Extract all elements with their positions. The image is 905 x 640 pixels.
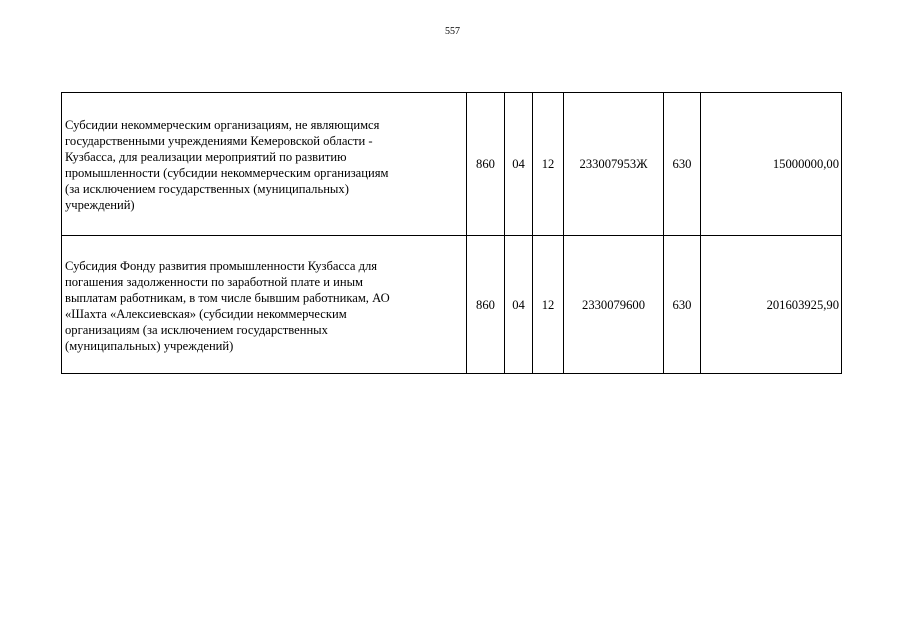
section-code-cell: 04	[505, 93, 533, 236]
expense-name-cell: Субсидия Фонду развития промышленности Кузбасса для погашения задолженности по заработной плате и иным выплатам работникам, в том числе бывшим работникам, АО «Шахта «Алексиевская» (субсидии некоммерческим организациям (за исключением государственных (муниципальных) учреждений)	[62, 236, 467, 374]
budget-table	[61, 92, 842, 374]
expense-type-cell: 630	[664, 236, 701, 374]
ministry-code-cell: 860	[467, 236, 505, 374]
table-row	[62, 236, 842, 374]
expense-type-cell: 630	[664, 93, 701, 236]
subsection-code-cell: 12	[533, 236, 564, 374]
target-article-cell: 233007953Ж	[564, 93, 664, 236]
page-number: 557	[445, 26, 460, 37]
subsection-code-cell: 12	[533, 93, 564, 236]
ministry-code-cell: 860	[467, 93, 505, 236]
expense-name-cell: Субсидии некоммерческим организациям, не являющимся государственными учреждениями Кемеровской области - Кузбасса, для реализации мероприятий по развитию промышленности (субсидии некоммерческим организациям (за исключением государственных (муниципальных) учреждений)	[62, 93, 467, 236]
target-article-cell: 2330079600	[564, 236, 664, 374]
amount-cell: 15000000,00	[701, 93, 842, 236]
amount-cell: 201603925,90	[701, 236, 842, 374]
table-row	[62, 93, 842, 236]
section-code-cell: 04	[505, 236, 533, 374]
